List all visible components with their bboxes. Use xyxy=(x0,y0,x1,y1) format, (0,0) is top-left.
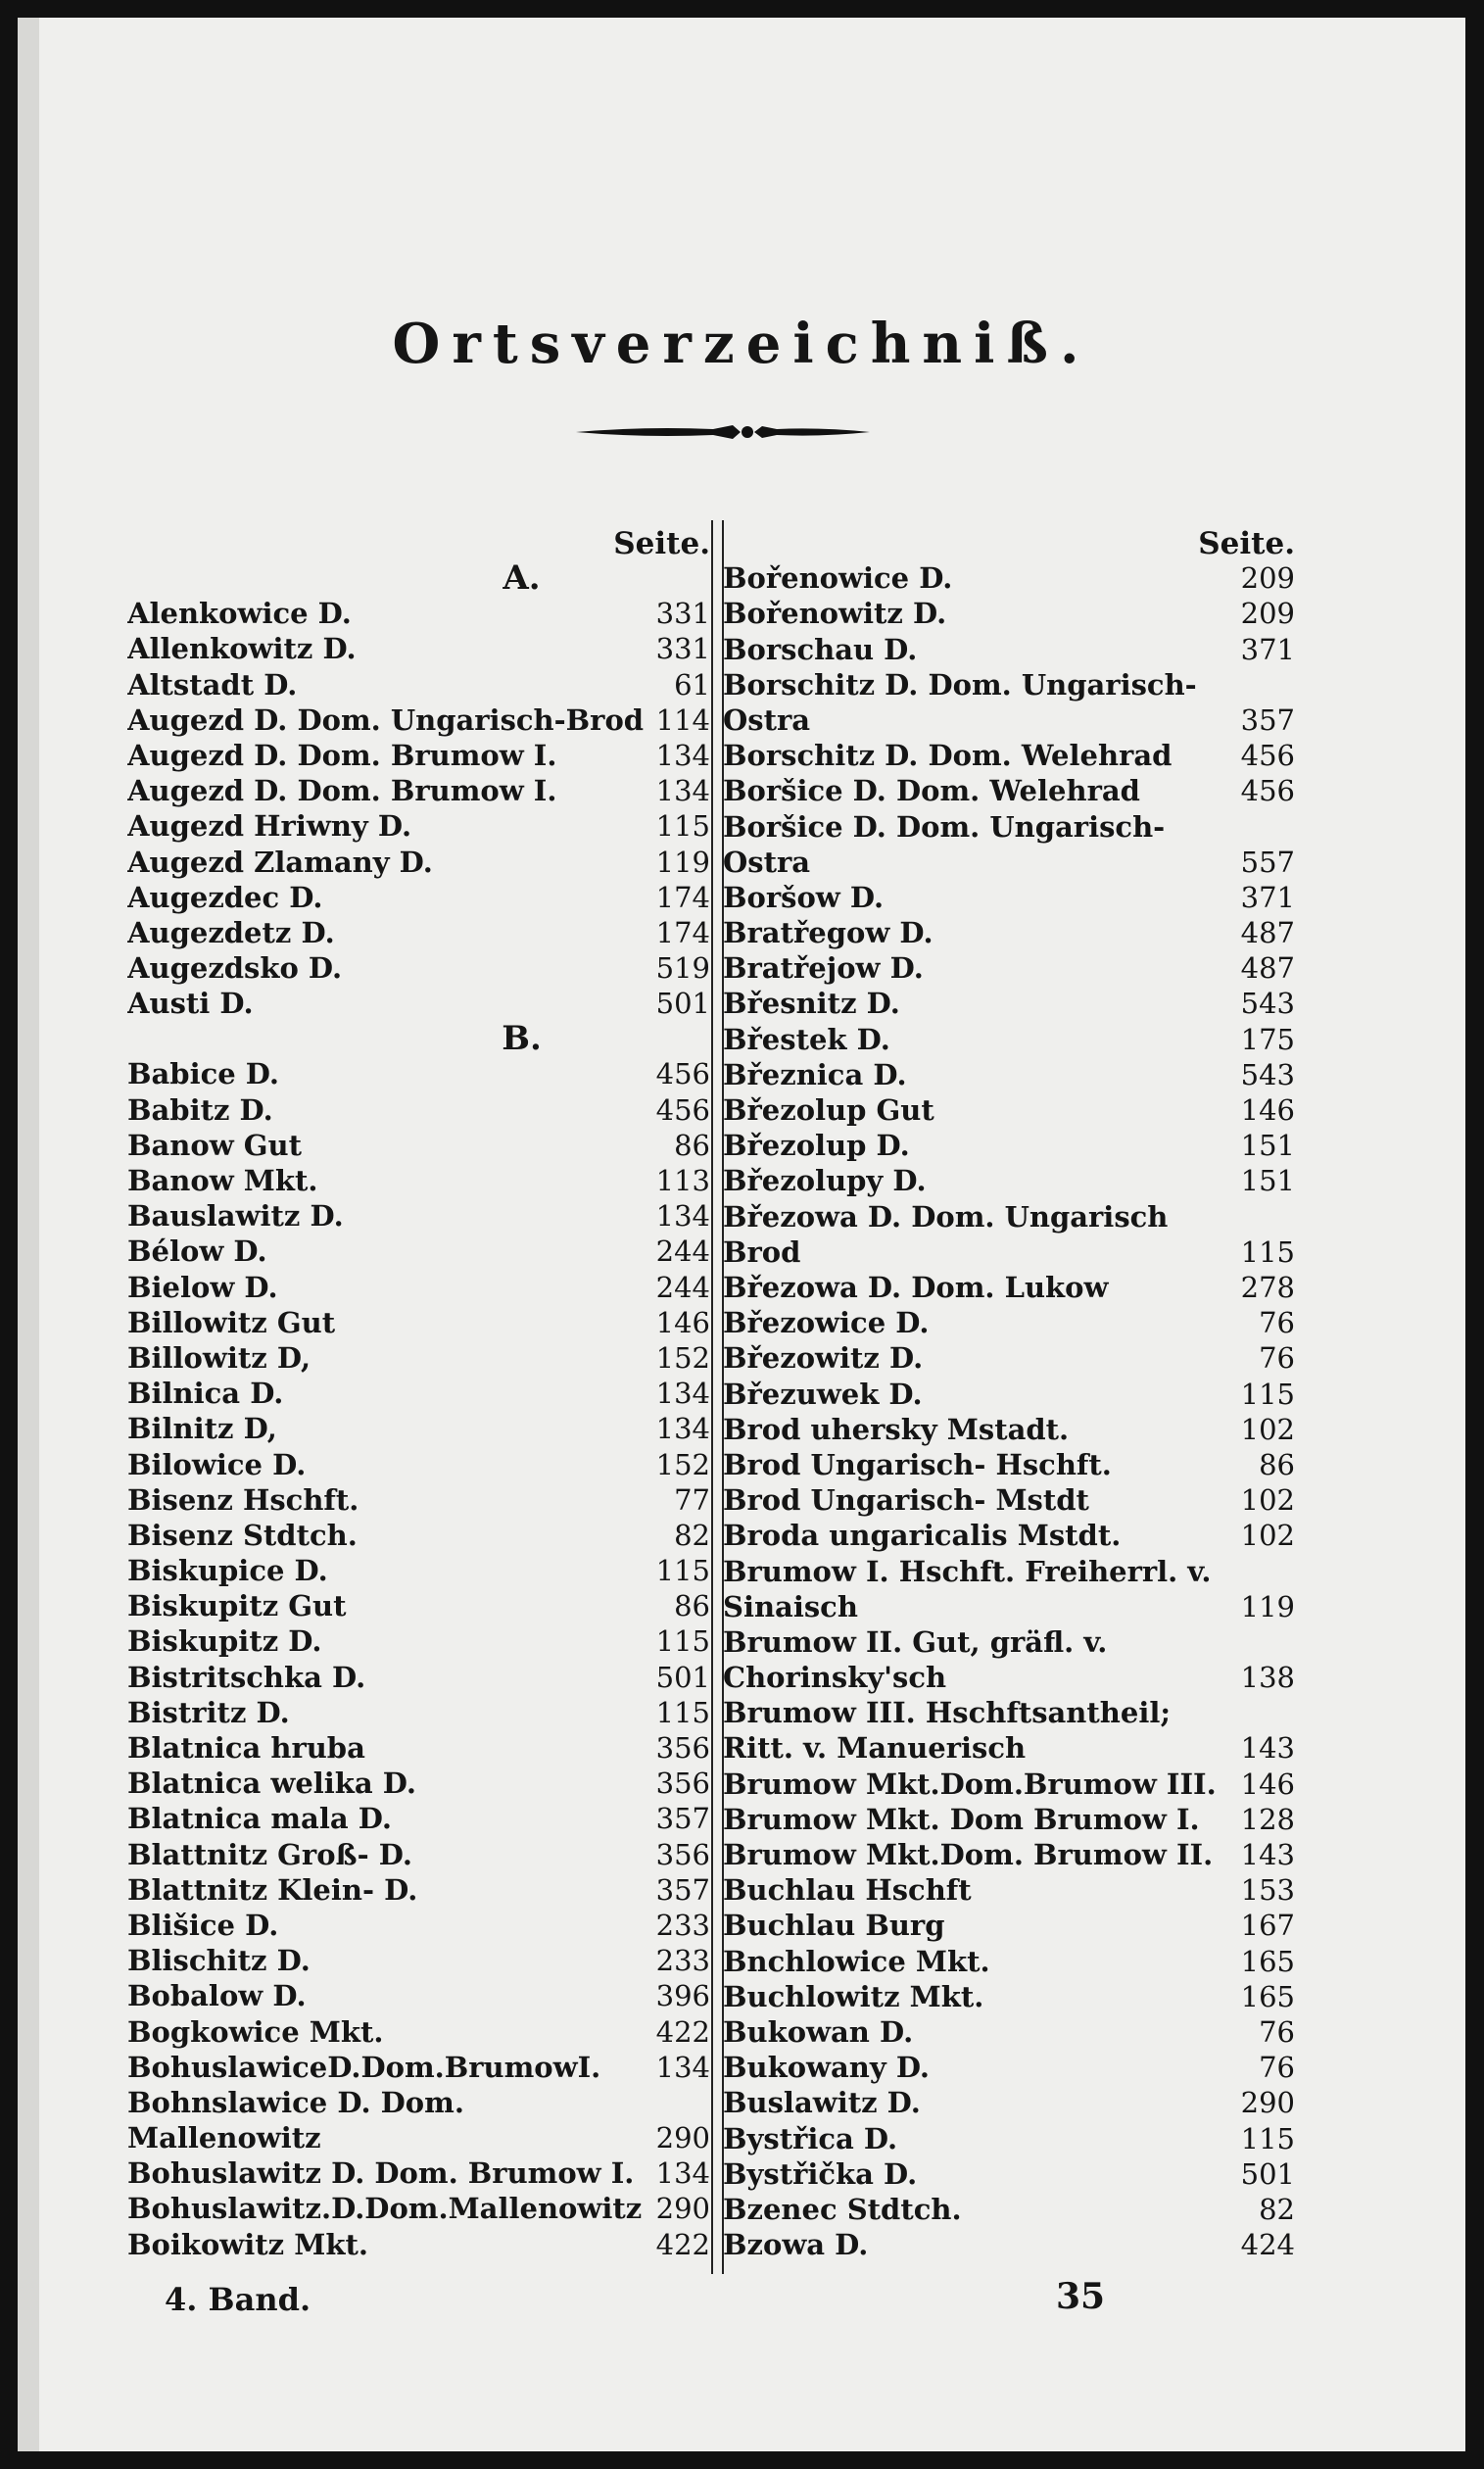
place-name: Augezd D. Dom. Ungarisch-Brod xyxy=(127,702,645,737)
index-entry xyxy=(127,880,710,915)
index-entry xyxy=(127,702,710,738)
place-name: Augezdec D. xyxy=(127,880,323,914)
place-name: Březowa D. Dom. Lukow xyxy=(723,1270,1109,1304)
page-reference: 487 xyxy=(1240,916,1295,950)
index-entry xyxy=(127,1908,710,1943)
place-name: Buchlowitz Mkt. xyxy=(723,1979,984,2013)
page-reference: 115 xyxy=(655,809,710,844)
index-entry xyxy=(723,1695,1295,1766)
page-reference: 146 xyxy=(1240,1093,1295,1128)
index-entry xyxy=(723,880,1295,915)
page-reference: 76 xyxy=(1259,2051,1295,2085)
index-entry xyxy=(723,1340,1295,1376)
page-column-header: Seite. xyxy=(613,526,710,561)
index-entry xyxy=(723,950,1295,986)
entries-a xyxy=(127,596,710,1021)
page-reference: 134 xyxy=(655,738,710,772)
index-entry xyxy=(127,773,710,808)
page-reference: 356 xyxy=(655,1837,710,1871)
index-entry xyxy=(127,2191,710,2226)
place-name: Boikowitz Mkt. xyxy=(127,2227,368,2261)
place-name: Blišice D. xyxy=(127,1908,279,1942)
book-page xyxy=(18,18,1465,2451)
index-entry xyxy=(127,1766,710,1801)
page-reference: 209 xyxy=(1240,561,1295,596)
page-reference: 151 xyxy=(1240,1129,1295,1163)
page-reference: 138 xyxy=(1240,1661,1295,1695)
place-name: Bogkowice Mkt. xyxy=(127,2014,384,2049)
place-name: Biskupitz D. xyxy=(127,1624,322,1659)
page-reference: 424 xyxy=(1240,2228,1295,2262)
index-entry xyxy=(127,1340,710,1376)
index-entry xyxy=(723,2085,1295,2120)
index-entry xyxy=(723,1802,1295,1837)
page-reference: 153 xyxy=(1240,1873,1295,1908)
place-name: Augezd D. Dom. Brumow I. xyxy=(127,738,557,772)
index-entry xyxy=(723,1766,1295,1801)
page-reference: 152 xyxy=(655,1447,710,1481)
page-reference: 278 xyxy=(1240,1270,1295,1304)
index-entry xyxy=(723,1305,1295,1340)
place-name: Bobalow D. xyxy=(127,1979,307,2013)
place-name: Břesnitz D. xyxy=(723,987,900,1021)
place-name: Brumow Mkt.Dom.Brumow III. xyxy=(723,1767,1217,1801)
place-name: Blatnica hruba xyxy=(127,1731,365,1765)
place-name: Boršice D. Dom. Ungarisch-Ostra xyxy=(723,809,1166,879)
place-name: Augezd Hriwny D. xyxy=(127,809,412,844)
place-name: Bélow D. xyxy=(127,1234,267,1269)
place-name: Boršice D. Dom. Welehrad xyxy=(723,774,1140,808)
index-entry xyxy=(127,2050,710,2085)
page-reference: 86 xyxy=(1259,1447,1295,1481)
place-name: Brod Ungarisch- Mstdt xyxy=(723,1483,1089,1518)
page-reference: 115 xyxy=(655,1554,710,1588)
index-entry xyxy=(723,986,1295,1021)
index-entry xyxy=(127,808,710,844)
right-column xyxy=(723,527,1295,2262)
page-reference: 102 xyxy=(1240,1412,1295,1446)
page-reference: 61 xyxy=(674,667,710,702)
place-name: Altstadt D. xyxy=(127,667,298,702)
page-reference: 357 xyxy=(655,1802,710,1836)
index-entry xyxy=(723,667,1295,738)
index-entry xyxy=(127,2013,710,2049)
page-reference: 115 xyxy=(1240,1234,1295,1269)
place-name: Březolupy D. xyxy=(723,1164,927,1198)
index-entry xyxy=(127,596,710,631)
place-name: Březnica D. xyxy=(723,1057,907,1091)
page-reference: 76 xyxy=(1259,2014,1295,2049)
page-reference: 371 xyxy=(1240,632,1295,666)
index-entry xyxy=(723,1198,1295,1269)
place-name: Brumow I. Hschft. Freiherrl. v. Sinaisch xyxy=(723,1554,1212,1623)
page-edge xyxy=(18,18,39,2451)
page-reference: 543 xyxy=(1240,987,1295,1021)
entries-right xyxy=(723,560,1295,2262)
section-letter-a: A. xyxy=(503,558,541,598)
page-number: 35 xyxy=(1056,2276,1106,2317)
index-entry xyxy=(723,808,1295,879)
index-entry xyxy=(723,560,1295,596)
place-name: Březowa D. Dom. Ungarisch Brod xyxy=(723,1199,1169,1269)
index-entry xyxy=(723,773,1295,808)
page-reference: 519 xyxy=(655,951,710,986)
page-reference: 146 xyxy=(1240,1767,1295,1801)
place-name: Blattnitz Klein- D. xyxy=(127,1872,418,1907)
page-reference: 115 xyxy=(655,1624,710,1659)
page-reference: 487 xyxy=(1240,951,1295,986)
place-name: Blischitz D. xyxy=(127,1944,311,1978)
index-entry xyxy=(723,915,1295,950)
index-entry xyxy=(127,1128,710,1163)
index-entry xyxy=(127,915,710,950)
place-name: Brumow II. Gut, gräfl. v. Chorinsky'sch xyxy=(723,1625,1108,1695)
index-entry xyxy=(127,1411,710,1446)
index-entry xyxy=(127,631,710,666)
index-entry xyxy=(127,1836,710,1871)
index-entry xyxy=(127,1518,710,1553)
index-entry xyxy=(723,1092,1295,1128)
place-name: Bisenz Hschft. xyxy=(127,1482,359,1517)
page-reference: 501 xyxy=(1240,2156,1295,2191)
page-reference: 151 xyxy=(1240,1164,1295,1198)
index-entry xyxy=(723,1057,1295,1092)
place-name: Billowitz D, xyxy=(127,1340,311,1375)
index-entry xyxy=(723,1021,1295,1056)
page-reference: 82 xyxy=(1259,2192,1295,2226)
place-name: Brod Ungarisch- Hschft. xyxy=(723,1447,1112,1481)
page-reference: 501 xyxy=(655,1660,710,1694)
page-reference: 290 xyxy=(1240,2086,1295,2120)
place-name: Blattnitz Groß- D. xyxy=(127,1837,412,1871)
index-entry xyxy=(127,2226,710,2261)
index-entry xyxy=(127,1872,710,1908)
place-name: Březuwek D. xyxy=(723,1377,923,1411)
index-entry xyxy=(127,986,710,1021)
index-entry xyxy=(723,631,1295,666)
place-name: Blatnica mala D. xyxy=(127,1802,392,1836)
index-entry xyxy=(723,2192,1295,2227)
page-reference: 557 xyxy=(1240,845,1295,879)
page-reference: 233 xyxy=(655,1908,710,1942)
place-name: Blatnica welika D. xyxy=(127,1767,416,1801)
place-name: Buslawitz D. xyxy=(723,2086,921,2120)
place-name: Bzowa D. xyxy=(723,2228,869,2262)
page-reference: 119 xyxy=(1240,1589,1295,1623)
page-reference: 244 xyxy=(655,1270,710,1304)
page-reference: 115 xyxy=(655,1695,710,1729)
place-name: Allenkowitz D. xyxy=(127,632,357,666)
index-entry xyxy=(723,1979,1295,2014)
page-reference: 175 xyxy=(1240,1022,1295,1056)
index-entry xyxy=(723,1837,1295,1872)
index-entry xyxy=(127,738,710,773)
place-name: Buchlau Hschft xyxy=(723,1873,972,1908)
page-reference: 456 xyxy=(1240,774,1295,808)
place-name: Biskupice D. xyxy=(127,1554,328,1588)
page-reference: 115 xyxy=(1240,1377,1295,1411)
page-reference: 456 xyxy=(1240,739,1295,773)
place-name: Borschitz D. Dom. Welehrad xyxy=(723,739,1173,773)
place-name: Brumow Mkt.Dom. Brumow II. xyxy=(723,1838,1214,1872)
place-name: Biskupitz Gut xyxy=(127,1589,347,1623)
index-entry xyxy=(127,1623,710,1659)
place-name: Břestek D. xyxy=(723,1022,890,1056)
page-reference: 456 xyxy=(655,1092,710,1127)
place-name: Babice D. xyxy=(127,1057,280,1091)
index-entry xyxy=(723,1447,1295,1482)
index-entry xyxy=(723,2227,1295,2262)
page-reference: 244 xyxy=(655,1234,710,1269)
ornament-divider xyxy=(566,417,880,447)
place-name: Buchlau Burg xyxy=(723,1909,945,1943)
page-reference: 86 xyxy=(674,1589,710,1623)
place-name: Billowitz Gut xyxy=(127,1305,336,1339)
index-entry xyxy=(127,2155,710,2191)
place-name: Banow Gut xyxy=(127,1128,303,1162)
place-name: Bzenec Stdtch. xyxy=(723,2192,962,2226)
index-entry xyxy=(127,1198,710,1234)
place-name: Bohuslawitz D. Dom. Brumow I. xyxy=(127,2156,635,2191)
index-entry xyxy=(127,1553,710,1588)
page-reference: 422 xyxy=(655,2227,710,2261)
page-reference: 134 xyxy=(655,1412,710,1446)
index-entry xyxy=(127,1695,710,1730)
index-entry xyxy=(127,1269,710,1304)
place-name: Bnchlowice Mkt. xyxy=(723,1944,990,1978)
place-name: Březolup D. xyxy=(723,1129,910,1163)
left-column xyxy=(127,527,710,2262)
page-reference: 396 xyxy=(655,1979,710,2013)
place-name: Březowitz D. xyxy=(723,1341,924,1376)
index-entry xyxy=(127,1234,710,1269)
place-name: Bratřejow D. xyxy=(723,951,924,986)
index-entry xyxy=(127,1305,710,1340)
page-reference: 102 xyxy=(1240,1483,1295,1518)
place-name: Bilnica D. xyxy=(127,1377,284,1411)
index-entry xyxy=(127,1091,710,1127)
index-entry xyxy=(127,1730,710,1766)
page-reference: 115 xyxy=(1240,2121,1295,2155)
index-entry xyxy=(723,1482,1295,1518)
place-name: Bystřička D. xyxy=(723,2156,918,2191)
place-name: Bukowany D. xyxy=(723,2051,931,2085)
page-reference: 146 xyxy=(655,1305,710,1339)
index-entry xyxy=(723,1270,1295,1305)
page-reference: 82 xyxy=(674,1518,710,1552)
index-entry xyxy=(127,950,710,986)
index-entry xyxy=(127,666,710,702)
place-name: BohuslawiceD.Dom.BrumowI. xyxy=(127,2050,601,2084)
page-reference: 357 xyxy=(655,1872,710,1907)
page-reference: 102 xyxy=(1240,1519,1295,1553)
page-title: Ortsverzeichniß. xyxy=(392,312,1091,376)
page-reference: 543 xyxy=(1240,1057,1295,1091)
place-name: Brumow III. Hschftsantheil; Ritt. v. Manuerisch xyxy=(723,1696,1172,1766)
page-reference: 174 xyxy=(655,880,710,914)
page-column-header: Seite. xyxy=(1198,526,1295,561)
page-reference: 113 xyxy=(655,1164,710,1197)
index-entry xyxy=(723,2120,1295,2155)
page-reference: 356 xyxy=(655,1731,710,1765)
page-reference: 114 xyxy=(655,702,710,737)
place-name: Bohnslawice D. Dom. Mallenowitz xyxy=(127,2086,464,2155)
page-reference: 76 xyxy=(1259,1306,1295,1340)
place-name: Bukowan D. xyxy=(723,2014,914,2049)
page-reference: 134 xyxy=(655,1199,710,1234)
place-name: Bilowice D. xyxy=(127,1447,307,1481)
page-reference: 77 xyxy=(674,1482,710,1517)
index-entry xyxy=(723,1518,1295,1553)
place-name: Borschau D. xyxy=(723,632,918,666)
index-entry xyxy=(723,1624,1295,1695)
page-reference: 134 xyxy=(655,774,710,808)
place-name: Bořenowitz D. xyxy=(723,597,947,631)
place-name: Alenkowice D. xyxy=(127,597,352,631)
index-entry xyxy=(723,1553,1295,1623)
page-reference: 128 xyxy=(1240,1802,1295,1836)
index-entry xyxy=(127,1588,710,1623)
place-name: Bistritz D. xyxy=(127,1695,290,1729)
index-entry xyxy=(127,2085,710,2155)
page-reference: 371 xyxy=(1240,880,1295,914)
place-name: Borschitz D. Dom. Ungarisch-Ostra xyxy=(723,667,1197,737)
place-name: Bauslawitz D. xyxy=(127,1199,344,1234)
index-entry xyxy=(127,1446,710,1481)
index-entry xyxy=(127,844,710,879)
index-entry xyxy=(127,1163,710,1198)
place-name: Brod uhersky Mstadt. xyxy=(723,1412,1070,1446)
index-entry xyxy=(127,1376,710,1411)
place-name: Březowice D. xyxy=(723,1306,930,1340)
page-reference: 209 xyxy=(1240,597,1295,631)
page-reference: 290 xyxy=(655,2192,710,2226)
place-name: Brumow Mkt. Dom Brumow I. xyxy=(723,1802,1200,1836)
place-name: Bisenz Stdtch. xyxy=(127,1518,358,1552)
page-reference: 152 xyxy=(655,1340,710,1375)
place-name: Březolup Gut xyxy=(723,1093,934,1128)
index-entry xyxy=(723,2050,1295,2085)
index-entry xyxy=(723,738,1295,773)
page-reference: 357 xyxy=(1240,702,1295,737)
index-entry xyxy=(127,1801,710,1836)
page-reference: 456 xyxy=(655,1057,710,1091)
index-entry xyxy=(723,1872,1295,1908)
index-entry xyxy=(723,1128,1295,1163)
place-name: Augezdsko D. xyxy=(127,951,343,986)
place-name: Augezd D. Dom. Brumow I. xyxy=(127,774,557,808)
page-reference: 134 xyxy=(655,1377,710,1411)
index-entry xyxy=(127,1659,710,1694)
page-reference: 165 xyxy=(1240,1944,1295,1978)
page-reference: 422 xyxy=(655,2014,710,2049)
index-entry xyxy=(127,1978,710,2013)
page-reference: 143 xyxy=(1240,1838,1295,1872)
volume-label: 4. Band. xyxy=(165,2281,311,2318)
page-reference: 76 xyxy=(1259,1341,1295,1376)
page-reference: 501 xyxy=(655,987,710,1021)
index-entry xyxy=(723,2014,1295,2050)
index-entry xyxy=(723,2156,1295,2192)
place-name: Augezd Zlamany D. xyxy=(127,845,433,879)
page-reference: 174 xyxy=(655,915,710,949)
page-reference: 134 xyxy=(655,2156,710,2191)
place-name: Bilnitz D, xyxy=(127,1412,277,1446)
page-reference: 86 xyxy=(674,1128,710,1162)
page-reference: 233 xyxy=(655,1944,710,1978)
page-reference: 119 xyxy=(655,845,710,879)
index-entry xyxy=(723,1943,1295,1978)
index-entry xyxy=(723,1163,1295,1198)
entries-b xyxy=(127,1056,710,2261)
page-reference: 331 xyxy=(655,632,710,666)
page-reference: 134 xyxy=(655,2050,710,2084)
page-reference: 167 xyxy=(1240,1909,1295,1943)
index-entry xyxy=(723,596,1295,631)
place-name: Bistritschka D. xyxy=(127,1660,366,1694)
index-entry xyxy=(723,1376,1295,1411)
place-name: Austi D. xyxy=(127,987,254,1021)
page-reference: 331 xyxy=(655,597,710,631)
place-name: Babitz D. xyxy=(127,1092,273,1127)
place-name: Bielow D. xyxy=(127,1270,278,1304)
place-name: Bystřica D. xyxy=(723,2121,898,2155)
place-name: Banow Mkt. xyxy=(127,1164,318,1197)
place-name: Broda ungaricalis Mstdt. xyxy=(723,1519,1122,1553)
page-reference: 356 xyxy=(655,1767,710,1801)
section-letter-b: B. xyxy=(502,1019,542,1059)
place-name: Augezdetz D. xyxy=(127,915,335,949)
page-reference: 290 xyxy=(655,2121,710,2155)
index-entry xyxy=(127,1943,710,1978)
place-name: Bratřegow D. xyxy=(723,916,933,950)
page-reference: 165 xyxy=(1240,1979,1295,2013)
index-entry xyxy=(127,1482,710,1518)
index-entry xyxy=(127,1056,710,1091)
place-name: Bořenowice D. xyxy=(723,561,953,596)
index-entry xyxy=(723,1412,1295,1447)
place-name: Bohuslawitz.D.Dom.Mallenowitz xyxy=(127,2192,643,2226)
place-name: Boršow D. xyxy=(723,880,885,914)
index-entry xyxy=(723,1908,1295,1943)
page-reference: 143 xyxy=(1240,1731,1295,1766)
